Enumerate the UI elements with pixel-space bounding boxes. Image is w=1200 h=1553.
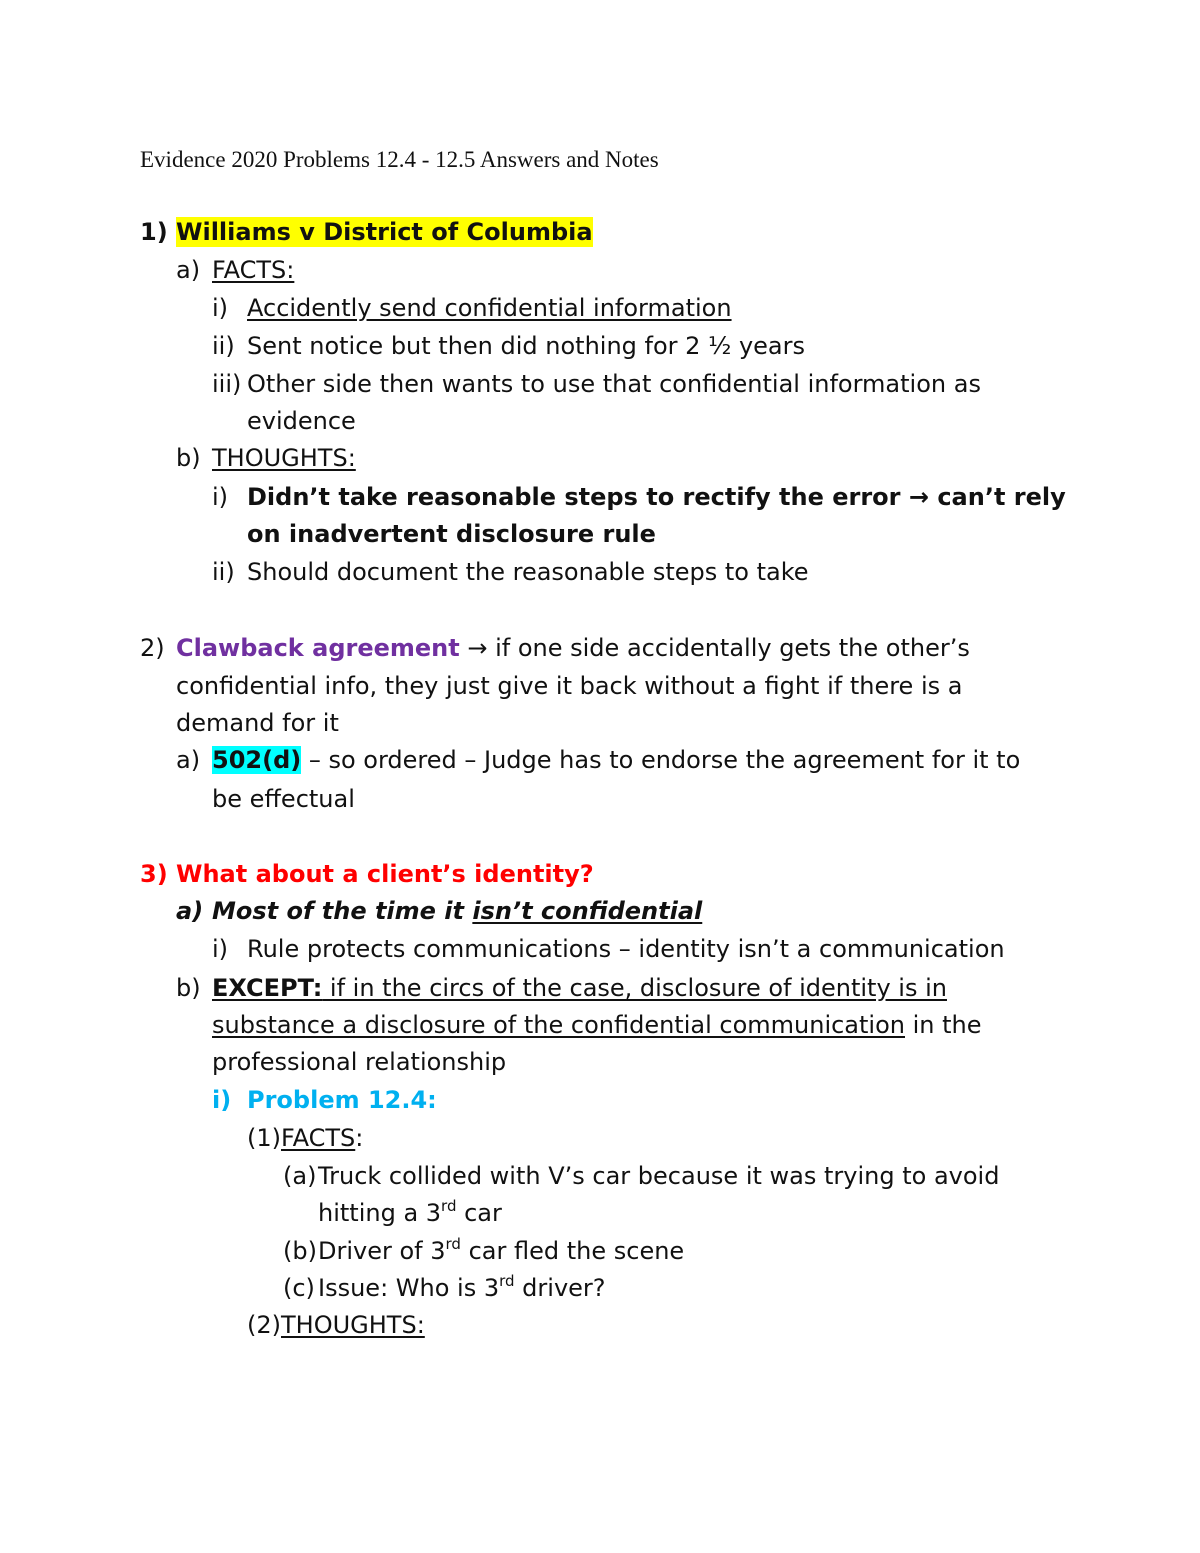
s1-b-ii-marker: ii) [212, 558, 235, 586]
s2-a-rest: – so ordered – Judge has to endorse the agreement for it to [301, 746, 1021, 774]
s3-p2-label: THOUGHTS: [281, 1311, 425, 1339]
document-title: Evidence 2020 Problems 12.4 - 12.5 Answers and Notes [140, 147, 659, 172]
s3-pa-line2 [318, 1198, 502, 1228]
s1-a-iii-marker: iii) [212, 370, 242, 398]
s2-line1 [176, 633, 970, 663]
s3-p1-line [247, 1123, 363, 1153]
s3-pc-post: driver? [514, 1274, 606, 1302]
s3-pc-marker: (c) [283, 1274, 315, 1302]
s3-a-i-marker: i) [212, 935, 229, 963]
s1-number: 1) [140, 218, 168, 246]
s1-b-marker: b) [176, 444, 201, 472]
s3-bi-heading: Problem 12.4: [247, 1086, 437, 1114]
s3-a-line [212, 896, 702, 926]
s3-a-part1: Most of the time it [212, 897, 473, 925]
s3-pb-pre: Driver of 3 [318, 1237, 446, 1265]
s3-b-marker: b) [176, 974, 201, 1002]
s1-a-i-text: Accidently send confidential information [247, 294, 732, 322]
s3-p1-marker: (1) [247, 1124, 281, 1152]
s3-a-i-text: Rule protects communications – identity isn’t a communication [247, 935, 1005, 963]
s3-a-marker: a) [176, 897, 204, 925]
s1-a-ii-text: Sent notice but then did nothing for 2 ½ years [247, 332, 806, 360]
s1-b-i-marker: i) [212, 483, 229, 511]
s1-a-marker: a) [176, 256, 201, 284]
s3-b-line2-underlined: substance a disclosure of the confidential communication [212, 1011, 905, 1039]
s1-a-label: FACTS: [212, 256, 295, 284]
s3-b-line3: professional relationship [212, 1048, 507, 1076]
s2-a-line1 [212, 745, 1020, 775]
s3-b-line2-rest: in the [905, 1011, 982, 1039]
s2-line2: confidential info, they just give it back without a fight if there is a [176, 672, 963, 700]
s3-pb-line [318, 1236, 684, 1266]
s1-b-i-line2: on inadvertent disclosure rule [247, 520, 656, 548]
s2-number: 2) [140, 634, 165, 662]
s1-a-iii-line1: Other side then wants to use that confidential information as [247, 370, 981, 398]
s3-b-except: EXCEPT: [212, 974, 323, 1002]
s3-number: 3) [140, 860, 168, 888]
s2-heading: Clawback agreement [176, 634, 460, 662]
s3-heading: What about a client’s identity? [176, 860, 594, 888]
s3-pc-pre: Issue: Who is 3 [318, 1274, 500, 1302]
s3-bi-marker: i) [212, 1086, 232, 1114]
s1-b-ii-text: Should document the reasonable steps to take [247, 558, 809, 586]
s3-pa-line2-pre: hitting a 3 [318, 1199, 442, 1227]
s3-pa-line1: Truck collided with V’s car because it was trying to avoid [318, 1162, 1000, 1190]
s1-b-i-line1: Didn’t take reasonable steps to rectify the error → can’t rely [247, 483, 1066, 511]
s3-pb-post: car fled the scene [460, 1237, 685, 1265]
s3-pa-marker: (a) [283, 1162, 317, 1190]
s3-b-line2 [212, 1010, 982, 1040]
s3-b-line1 [212, 973, 947, 1003]
s1-a-iii-line2: evidence [247, 407, 356, 435]
s2-a-marker: a) [176, 746, 201, 774]
s2-a-line2: be effectual [212, 785, 355, 813]
s3-pa-line2-sup: rd [441, 1197, 457, 1215]
s3-pa-line2-post: car [456, 1199, 502, 1227]
s3-pc-sup: rd [499, 1272, 515, 1290]
s3-p1-label: FACTS [281, 1124, 356, 1152]
s1-heading: Williams v District of Columbia [176, 218, 593, 246]
s2-line1-rest: → if one side accidentally gets the other’s [459, 634, 970, 662]
s3-pc-line [318, 1273, 606, 1303]
s1-a-ii-marker: ii) [212, 332, 235, 360]
s2-a-rule: 502(d) [212, 746, 302, 774]
s1-b-label: THOUGHTS: [212, 444, 356, 472]
s3-pb-marker: (b) [283, 1237, 317, 1265]
s3-b-line1-rest: if in the circs of the case, disclosure of identity is in [322, 974, 947, 1002]
s3-a-part2: isn’t confidential [472, 897, 703, 925]
s3-p2-line [247, 1310, 425, 1340]
s1-a-i-marker: i) [212, 294, 229, 322]
s3-p1-colon: : [355, 1124, 364, 1152]
s3-pb-sup: rd [445, 1235, 461, 1253]
s3-p2-marker: (2) [247, 1311, 281, 1339]
s2-line3: demand for it [176, 709, 339, 737]
